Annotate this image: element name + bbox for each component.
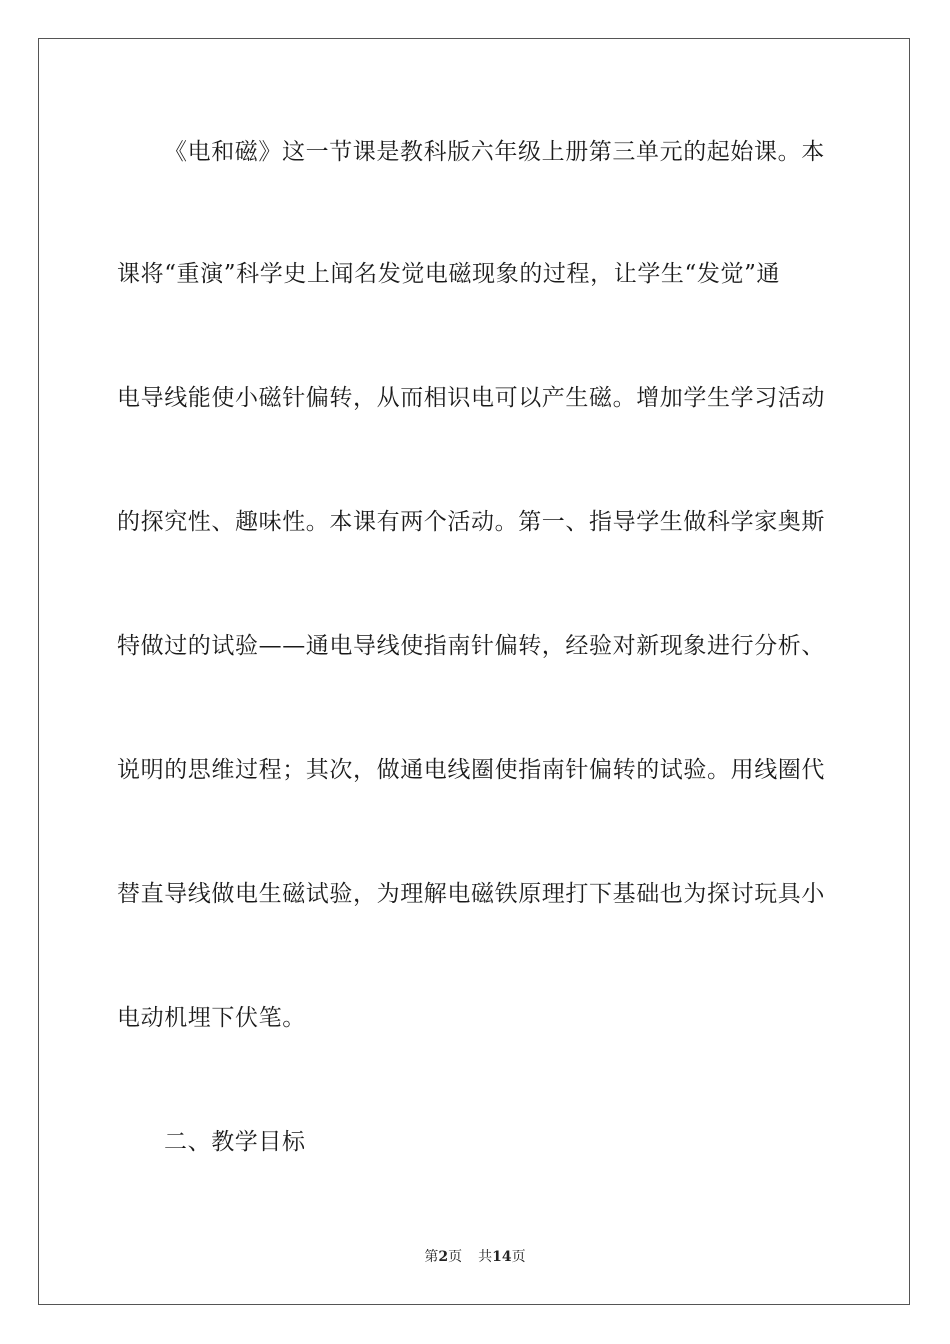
paragraph-line: 《电和磁》这一节课是教科版六年级上册第三单元的起始课。本 bbox=[164, 139, 825, 165]
page-footer bbox=[0, 1248, 950, 1266]
page-prefix: 第 bbox=[424, 1249, 439, 1265]
paragraph-line: 替直导线做电生磁试验，为理解电磁铁原理打下基础也为探讨玩具小 bbox=[117, 881, 825, 907]
page-suffix: 页 bbox=[448, 1249, 463, 1265]
paragraph-line: 的探究性、趣味性。本课有两个活动。第一、指导学生做科学家奥斯 bbox=[117, 509, 825, 535]
paragraph-line: 电动机埋下伏笔。 bbox=[117, 1005, 306, 1031]
page-border bbox=[38, 38, 910, 1305]
paragraph-line: 说明的思维过程；其次，做通电线圈使指南针偏转的试验。用线圈代 bbox=[117, 757, 825, 783]
total-suffix: 页 bbox=[511, 1249, 526, 1265]
paragraph-line: 课将“重演”科学史上闻名发觉电磁现象的过程，让学生“发觉”通 bbox=[117, 261, 781, 287]
total-pages: 14 bbox=[492, 1249, 512, 1265]
page-number: 2 bbox=[438, 1249, 449, 1265]
section-heading: 二、教学目标 bbox=[164, 1129, 306, 1155]
paragraph-line: 特做过的试验——通电导线使指南针偏转，经验对新现象进行分析、 bbox=[117, 633, 825, 659]
total-prefix: 共 bbox=[478, 1249, 493, 1265]
paragraph-line: 电导线能使小磁针偏转，从而相识电可以产生磁。增加学生学习活动 bbox=[117, 385, 825, 411]
